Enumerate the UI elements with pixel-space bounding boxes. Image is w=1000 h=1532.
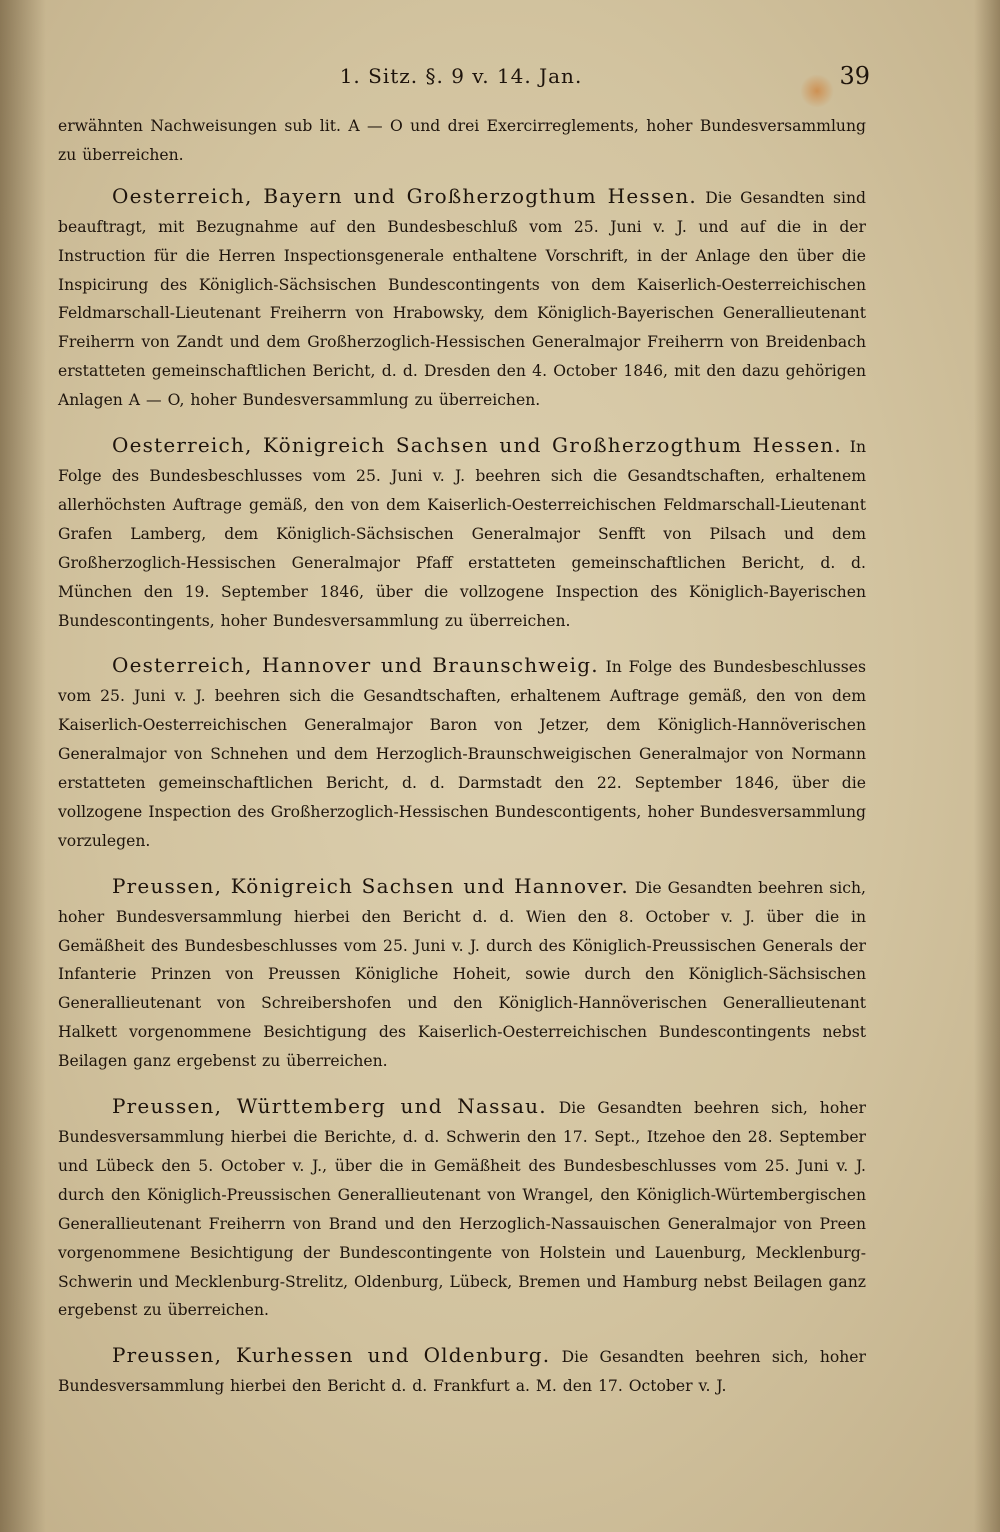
paragraph-prussia-wurttemberg-nassau bbox=[58, 1092, 866, 1325]
paragraph-text: Die Gesandten sind beauftragt, mit Bezugnahme auf den Bundesbeschluß vom 25. Juni v. J. und auf die in der Instruction für die Herren Inspectionsgenerale enthaltene Vorschrift, in der Anlage den über die Inspicirung des Königlich-Sächsischen Bundescontingents von dem Kaiserlich-Oesterreichischen Feldmarschall-Lieutenant Freiherrn von Hrabowsky, dem Königlich-Bayerischen Generallieutenant Freiherrn von Zandt und dem Großherzoglich-Hessischen Generalmajor Freiherrn von Breidenbach erstatteten gemeinschaftlichen Bericht, d. d. Dresden den 4. October 1846, mit den dazu gehörigen Anlagen A — O, hoher Bundesversammlung zu überreichen. bbox=[58, 188, 866, 410]
paragraph-prussia-saxony-hanover bbox=[58, 872, 866, 1076]
paragraph-heading: Preussen, Württemberg und Nassau. bbox=[112, 1094, 547, 1119]
running-head: 1. Sitz. §. 9 v. 14. Jan. bbox=[339, 64, 583, 88]
page-number: 39 bbox=[839, 62, 870, 90]
paragraph-text: In Folge des Bundesbeschlusses vom 25. Juni v. J. beehren sich die Gesandtschaften, erhaltenem allerhöchsten Auftrage gemäß, den von dem Kaiserlich-Oesterreichischen Feldmarschall-Lieutenant Grafen Lamberg, dem Königlich-Sächsischen Generalmajor Senfft von Pilsach und dem Großherzoglich-Hessischen Generalmajor Pfaff erstatteten gemeinschaftlichen Bericht, d. d. München den 19. September 1846, über die vollzogene Inspection des Königlich-Bayerischen Bundescontingents, hoher Bundesversammlung zu überreichen. bbox=[58, 438, 866, 630]
paragraph-prussia-hesse-oldenburg bbox=[58, 1341, 866, 1401]
paragraph-heading: Preussen, Königreich Sachsen und Hannover. bbox=[112, 873, 629, 898]
paragraph-austria-saxony-hesse bbox=[58, 431, 866, 635]
paragraph-text: Die Gesandten beehren sich, hoher Bundesversammlung hierbei die Berichte, d. d. Schwerin den 17. Sept., Itzehoe den 28. September und Lübeck den 5. October v. J., über die in Gemäßheit des Bundesbeschlusses vom 25. Juni v. J. durch den Königlich-Preussischen Generallieutenant von Wrangel, den Königlich-Würtembergischen Generallieutenant Freiherrn von Brand und den Herzoglich-Nassauischen Generalmajor von Preen vorgenommene Besichtigung der Bundescontingente von Holstein und Lauenburg, Mecklenburg-Schwerin und Mecklenburg-Strelitz, Oldenburg, Lübeck, Bremen und Hamburg nebst Beilagen ganz ergebenst zu überreichen. bbox=[58, 1099, 866, 1320]
paragraph-heading: Oesterreich, Königreich Sachsen und Großherzogthum Hessen. bbox=[112, 433, 842, 458]
paragraph-text: In Folge des Bundesbeschlusses vom 25. Juni v. J. beehren sich die Gesandtschaften, erhaltenem Auftrage gemäß, den von dem Kaiserlich-Oesterreichischen Generalmajor Baron von Jetzer, dem Königlich-Hannöverischen Generalmajor von Schnehen und dem Herzoglich-Braunschweigischen Generalmajor von Normann erstatteten gemeinschaftlichen Bericht, d. d. Darmstadt den 22. September 1846, über die vollzogene Inspection des Großherzoglich-Hessischen Bundescontigents, hoher Bundesversammlung vorzulegen. bbox=[58, 658, 866, 850]
paragraph-heading: Oesterreich, Bayern und Großherzogthum Hessen. bbox=[112, 183, 697, 208]
paragraph-austria-bavaria-hesse bbox=[58, 182, 866, 415]
paragraph-heading: Preussen, Kurhessen und Oldenburg. bbox=[112, 1343, 551, 1368]
page-shadow-left bbox=[0, 0, 46, 1532]
body-text bbox=[58, 112, 866, 1417]
paragraph-text: erwähnten Nachweisungen sub lit. A — O und drei Exercirreglements, hoher Bundesversammlung zu überreichen. bbox=[58, 117, 866, 164]
paragraph-continuation bbox=[58, 112, 866, 170]
paragraph-austria-hanover-brunswick bbox=[58, 651, 866, 855]
paragraph-heading: Oesterreich, Hannover und Braunschweig. bbox=[112, 653, 599, 678]
paragraph-text: Die Gesandten beehren sich, hoher Bundesversammlung hierbei den Bericht d. d. Frankfurt a. M. den 17. October v. J. bbox=[58, 1348, 866, 1396]
paragraph-text: Die Gesandten beehren sich, hoher Bundesversammlung hierbei den Bericht d. d. Wien den 8. October v. J. über die in Gemäßheit des Bundesbeschlusses vom 25. Juni v. J. durch des Königlich-Preussischen Generals der Infanterie Prinzen von Preussen Königliche Hoheit, sowie durch den Königlich-Sächsischen Generallieutenant von Schreibershofen und den Königlich-Hannöverischen Generallieutenant Halkett vorgenommene Besichtigung des Kaiserlich-Oesterreichischen Bundescontingents nebst Beilagen ganz ergebenst zu überreichen. bbox=[58, 878, 866, 1071]
page-shadow-right bbox=[974, 0, 1000, 1532]
page-header bbox=[56, 60, 870, 100]
